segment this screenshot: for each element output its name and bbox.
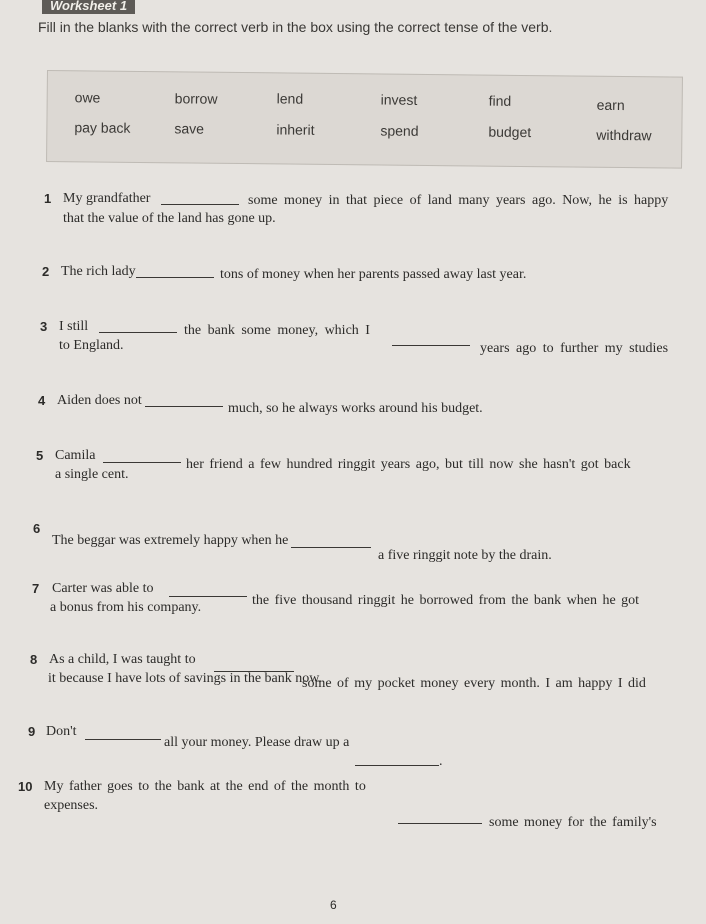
word-owe: owe (74, 89, 101, 106)
word-budget: budget (488, 123, 532, 141)
question-text: that the value of the land has gone up. (63, 211, 276, 226)
word-box (46, 70, 683, 169)
worksheet-title: Worksheet 1 (42, 0, 135, 14)
word-earn: earn (596, 96, 625, 114)
answer-blank[interactable] (398, 823, 482, 824)
question-text: tons of money when her parents passed away last year. (220, 267, 527, 282)
question-text: it because I have lots of savings in the bank now. (48, 671, 322, 686)
word-pay-back: pay back (74, 119, 131, 136)
question-text: expenses. (44, 798, 99, 813)
question-text: the five thousand ringgit he borrowed from the bank when he got (252, 593, 640, 608)
answer-blank[interactable] (392, 345, 470, 346)
question-text: Don't (46, 724, 77, 739)
question-number: 7 (32, 581, 40, 596)
question-text: her friend a few hundred ringgit years ago, but till now she hasn't got back (186, 457, 631, 472)
question-number: 9 (28, 724, 36, 739)
answer-blank[interactable] (99, 332, 177, 333)
question-text: My father goes to the bank at the end of the month to (44, 779, 366, 794)
question-text: The rich lady (61, 264, 136, 279)
question-text: . (439, 754, 443, 769)
word-spend: spend (380, 122, 419, 139)
word-save: save (174, 120, 205, 137)
answer-blank[interactable] (291, 547, 371, 548)
question-text: all your money. Please draw up a (164, 735, 350, 750)
question-text: some money in that piece of land many years ago. Now, he is happy (248, 193, 669, 208)
question-text: the bank some money, which I (184, 323, 370, 338)
page-number: 6 (330, 898, 337, 912)
answer-blank[interactable] (169, 596, 247, 597)
question-text: I still (59, 319, 89, 334)
question-text: Aiden does not (57, 393, 142, 408)
question-text: a five ringgit note by the drain. (378, 548, 552, 563)
question-number: 6 (33, 521, 41, 536)
answer-blank[interactable] (136, 277, 214, 278)
question-number: 1 (44, 191, 52, 206)
answer-blank[interactable] (85, 739, 161, 740)
question-number: 2 (42, 264, 50, 279)
word-invest: invest (380, 91, 418, 108)
word-borrow: borrow (174, 90, 218, 107)
question-text: Camila (55, 448, 96, 463)
question-number: 3 (40, 319, 48, 334)
question-number: 8 (30, 652, 38, 667)
question-text: My grandfather (63, 191, 151, 206)
question-number: 4 (38, 393, 46, 408)
word-find: find (488, 92, 512, 109)
question-text: The beggar was extremely happy when he (52, 533, 289, 548)
answer-blank[interactable] (355, 765, 439, 766)
question-text: a bonus from his company. (50, 600, 202, 615)
question-text: years ago to further my studies (480, 341, 669, 356)
answer-blank[interactable] (145, 406, 223, 407)
word-withdraw: withdraw (596, 126, 652, 144)
question-text: much, so he always works around his budget. (228, 401, 483, 416)
answer-blank[interactable] (103, 462, 181, 463)
instruction-text: Fill in the blanks with the correct verb in the box using the correct tense of the verb. (38, 19, 553, 35)
answer-blank[interactable] (161, 204, 239, 205)
question-text: As a child, I was taught to (49, 652, 196, 667)
question-text: a single cent. (55, 467, 129, 482)
word-inherit: inherit (276, 121, 315, 138)
question-text: some money for the family's (489, 815, 657, 830)
question-text: some of my pocket money every month. I am happy I did (302, 676, 646, 691)
question-text: to England. (59, 338, 124, 353)
question-text: Carter was able to (52, 581, 154, 596)
word-lend: lend (276, 90, 304, 107)
question-number: 5 (36, 448, 44, 463)
question-number: 10 (18, 779, 33, 794)
